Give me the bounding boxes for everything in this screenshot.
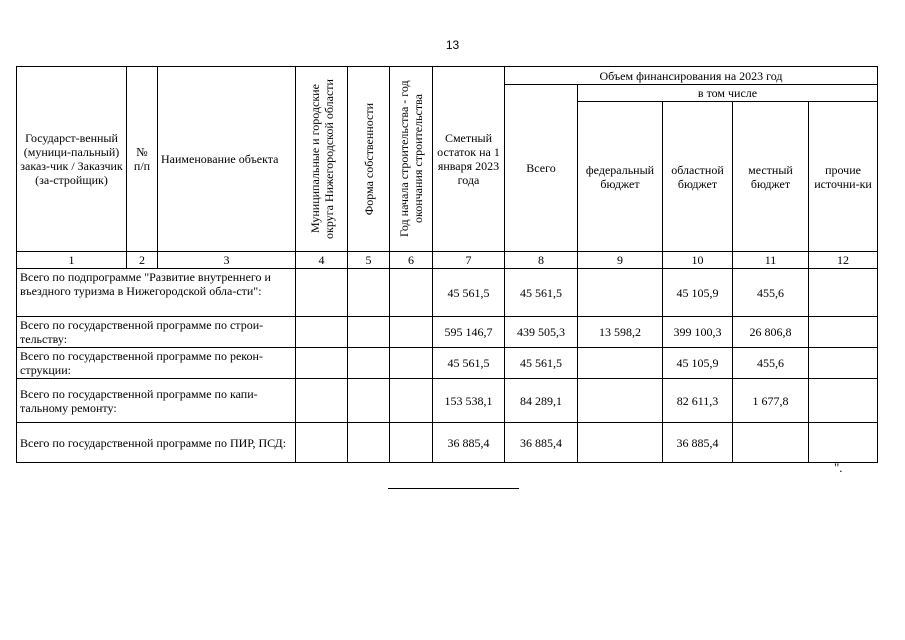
estimate-value: 36 885,4 xyxy=(433,423,505,463)
row-label: Всего по государственной программе по ПИР, ПСД: xyxy=(17,423,296,463)
total-value: 84 289,1 xyxy=(505,379,578,423)
col-number: 1 xyxy=(17,252,127,269)
col-number: 4 xyxy=(296,252,348,269)
table-row xyxy=(17,317,878,348)
regional-value: 399 100,3 xyxy=(663,317,733,348)
row-label: Всего по государственной программе по рекон-струкции: xyxy=(17,348,296,379)
header-object-name: Наименование объекта xyxy=(158,67,296,252)
regional-value: 82 611,3 xyxy=(663,379,733,423)
closing-quote: ". xyxy=(834,460,843,475)
other-value xyxy=(809,269,878,317)
header-years: Год начала строительства - год окончания строительства xyxy=(390,67,433,252)
other-value xyxy=(809,423,878,463)
federal-value xyxy=(578,423,663,463)
other-value xyxy=(809,348,878,379)
row-label: Всего по государственной программе по капи-тальному ремонту: xyxy=(17,379,296,423)
regional-value: 36 885,4 xyxy=(663,423,733,463)
other-value xyxy=(809,379,878,423)
local-value xyxy=(733,423,809,463)
col-number: 12 xyxy=(809,252,878,269)
col-number: 7 xyxy=(433,252,505,269)
total-value: 36 885,4 xyxy=(505,423,578,463)
col-number: 9 xyxy=(578,252,663,269)
other-value xyxy=(809,317,878,348)
row-label: Всего по государственной программе по строи-тельству: xyxy=(17,317,296,348)
table-row xyxy=(17,379,878,423)
estimate-value: 153 538,1 xyxy=(433,379,505,423)
table-row xyxy=(17,348,878,379)
total-value: 439 505,3 xyxy=(505,317,578,348)
header-total: Всего xyxy=(505,85,578,252)
header-ownership: Форма собственности xyxy=(348,67,390,252)
separator-line xyxy=(388,488,519,489)
header-other: прочие источни-ки xyxy=(809,102,878,252)
col-number: 11 xyxy=(733,252,809,269)
estimate-value: 595 146,7 xyxy=(433,317,505,348)
table-row xyxy=(17,423,878,463)
header-num: № п/п xyxy=(127,67,158,252)
header-municipal: Муниципальные и городские округа Нижегородской области xyxy=(296,67,348,252)
regional-value: 45 105,9 xyxy=(663,348,733,379)
column-numbers-row xyxy=(17,252,878,269)
col-number: 3 xyxy=(158,252,296,269)
federal-value xyxy=(578,348,663,379)
federal-value: 13 598,2 xyxy=(578,317,663,348)
header-local: местный бюджет xyxy=(733,102,809,252)
local-value: 455,6 xyxy=(733,269,809,317)
header-regional: областной бюджет xyxy=(663,102,733,252)
col-number: 5 xyxy=(348,252,390,269)
row-label: Всего по подпрограмме "Развитие внутреннего и въездного туризма в Нижегородской обла-сти": xyxy=(17,269,296,317)
header-customer: Государст-венный (муници-пальный) заказ-чик / Заказчик (за-стройщик) xyxy=(17,67,127,252)
col-number: 10 xyxy=(663,252,733,269)
header-funding: Объем финансирования на 2023 год xyxy=(505,67,878,85)
page-number: 13 xyxy=(445,38,460,52)
header-estimate: Сметный остаток на 1 января 2023 года xyxy=(433,67,505,252)
local-value: 455,6 xyxy=(733,348,809,379)
local-value: 1 677,8 xyxy=(733,379,809,423)
header-including: в том числе xyxy=(578,85,878,102)
col-number: 8 xyxy=(505,252,578,269)
regional-value: 45 105,9 xyxy=(663,269,733,317)
financing-table xyxy=(16,66,878,463)
estimate-value: 45 561,5 xyxy=(433,348,505,379)
table-row xyxy=(17,269,878,317)
federal-value xyxy=(578,269,663,317)
federal-value xyxy=(578,379,663,423)
col-number: 6 xyxy=(390,252,433,269)
estimate-value: 45 561,5 xyxy=(433,269,505,317)
col-number: 2 xyxy=(127,252,158,269)
total-value: 45 561,5 xyxy=(505,348,578,379)
local-value: 26 806,8 xyxy=(733,317,809,348)
header-federal: федеральный бюджет xyxy=(578,102,663,252)
total-value: 45 561,5 xyxy=(505,269,578,317)
